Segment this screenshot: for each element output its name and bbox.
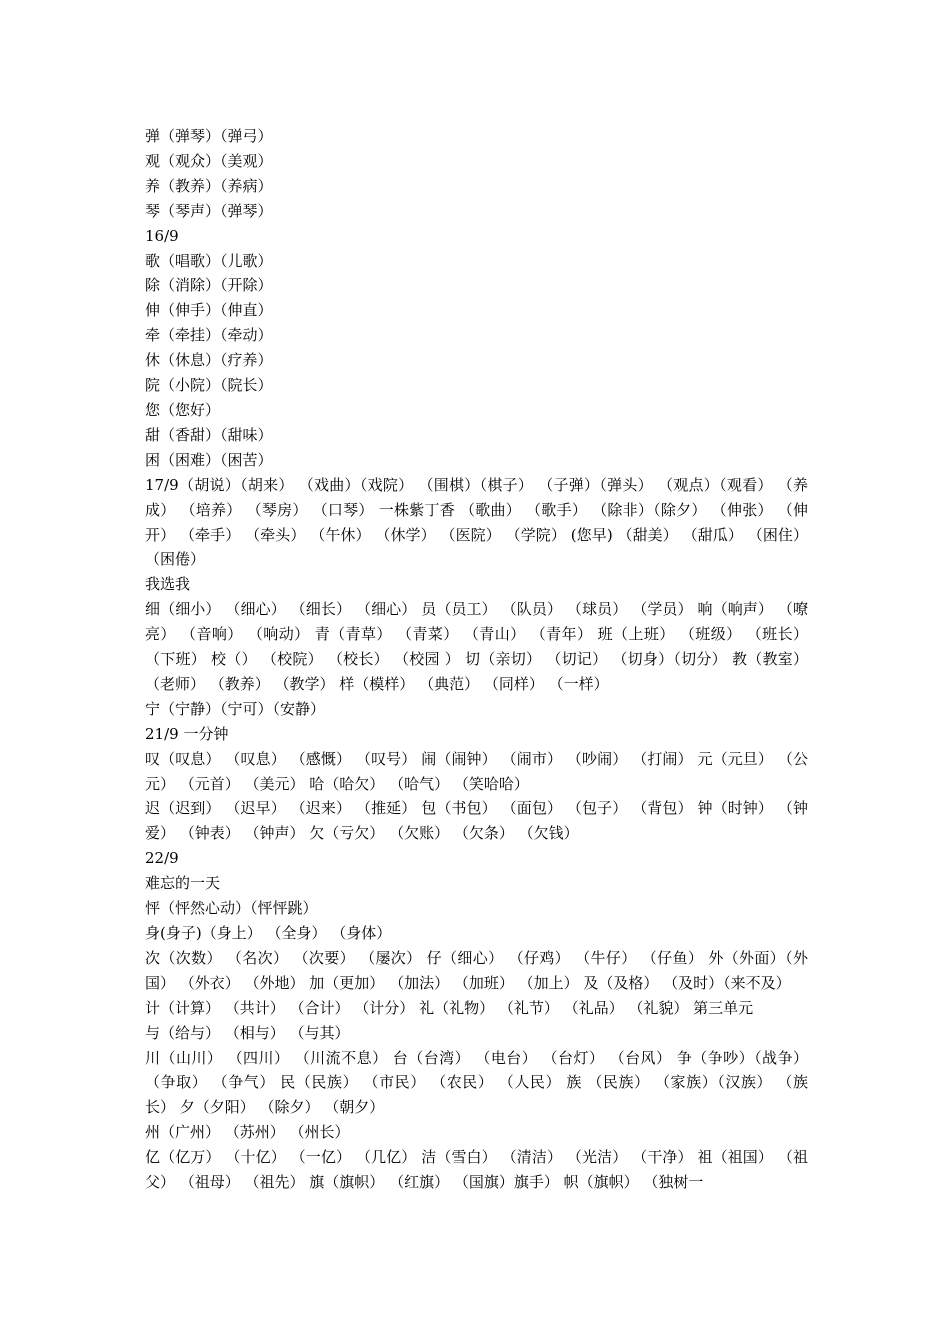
date-heading: 16/9 xyxy=(145,226,179,245)
text-line: 州（广州） （苏州） （州长） xyxy=(145,1123,350,1142)
text-line: 甜（香甜）（甜味） xyxy=(145,425,273,444)
text-line: 宁（宁静）（宁可）（安静） xyxy=(145,699,326,718)
text-line: 歌（唱歌）（儿歌） xyxy=(145,251,273,270)
paragraph: 细（细小） （细心） （细长） （细心） 员（员工） （队员） （球员） （学员） 响（响声） （嘹亮） （音响） （响动） 青（青草） （青菜） （青山） （青年） 班（上班） （班级） （班长） （下班） 校（） （校院） （校长） （校园 ） 切（亲切） （切记） （切身）（切分） 教（教室） （老师） （教养） （教学） 样（模样） （典范） （同样） （一样） xyxy=(145,600,808,693)
date-heading: 22/9 xyxy=(145,849,179,868)
text-line: 您（您好） xyxy=(145,400,221,419)
text-line: 弹（弹琴）（弹弓） xyxy=(145,127,273,145)
paragraph: 亿（亿万） （十亿） （一亿） （几亿） 洁（雪白） （清洁） （光洁） （干净） 祖（祖国） （祖父） （祖母） （祖先） 旗（旗帜） （红旗） （国旗）旗手） 帜（旗帜） （独树一 xyxy=(145,1148,808,1192)
text-line: 计（计算） （共计） （合计） （计分） 礼（礼物） （礼节） （礼品） （礼貌） 第三单元 xyxy=(145,998,754,1017)
section-heading: 我选我 xyxy=(145,575,191,594)
section-heading: 难忘的一天 xyxy=(145,874,221,893)
text-line: 院（小院）（院长） xyxy=(145,376,273,395)
text-line: 困（困难）（困苦） xyxy=(145,450,273,469)
text-line: 身(身子)（身上） （全身） （身体） xyxy=(145,924,392,942)
paragraph: 叹（叹息） （叹息） （感慨） （叹号） 闹（闹钟） （闹市） （吵闹） （打闹） 元（元旦） （公元） （元首） （美元） 哈（哈欠） （哈气） （笑哈哈） xyxy=(145,749,808,793)
text-line: 休（休息）（疗养） xyxy=(145,351,273,370)
text-line: 与（给与） （相与） （与其） xyxy=(145,1023,350,1042)
text-line: 怦（怦然心动）（怦怦跳） xyxy=(145,899,318,918)
text-line: 琴（琴声）（弹琴） xyxy=(145,201,273,220)
text-line: 牵（牵挂）（牵动） xyxy=(145,326,273,345)
paragraph: 迟（迟到） （迟早） （迟来） （推延） 包（书包） （面包） （包子） （背包） 钟（时钟） （钟爱） （钟表） （钟声） 欠（亏欠） （欠账） （欠条） （欠钱） xyxy=(145,799,808,843)
text-line: 养（教养）（养病） xyxy=(145,176,273,195)
text-line: 伸（伸手）（伸直） xyxy=(145,301,273,320)
paragraph: 川（山川） （四川） （川流不息） 台（台湾） （电台） （台灯） （台风） 争（争吵）（战争） （争取） （争气） 民（民族） （市民） （农民） （人民） 族 （民族） （家族）（汉族） （族长） 夕（夕阳） （除夕） （朝夕） xyxy=(145,1048,808,1117)
paragraph: 次（次数） （名次） （次要） （屡次） 仔（细心） （仔鸡） （牛仔） （仔鱼） 外（外面）（外国） （外衣） （外地） 加（更加） （加法） （加班） （加上） 及（及格） （及时）（来不及） xyxy=(145,948,808,992)
section-heading: 21/9 一分钟 xyxy=(145,724,229,743)
text-line: 观（观众）（美观） xyxy=(145,151,273,170)
document-body xyxy=(145,124,808,1195)
paragraph: 17/9（胡说）（胡来） （戏曲）（戏院） （围棋）（棋子） （子弹）（弹头） （观点）（观看） （养成） （培养） （琴房） （口琴） 一株紫丁香 （歌曲） （歌手） （除非）（除夕） （伸张） （伸开） （牵手） （牵头） （午休） （休学） （医院） （学院） (您早) （甜美） （甜瓜） （困住） （困倦） xyxy=(145,475,808,569)
text-line: 除（消除）（开除） xyxy=(145,276,273,295)
